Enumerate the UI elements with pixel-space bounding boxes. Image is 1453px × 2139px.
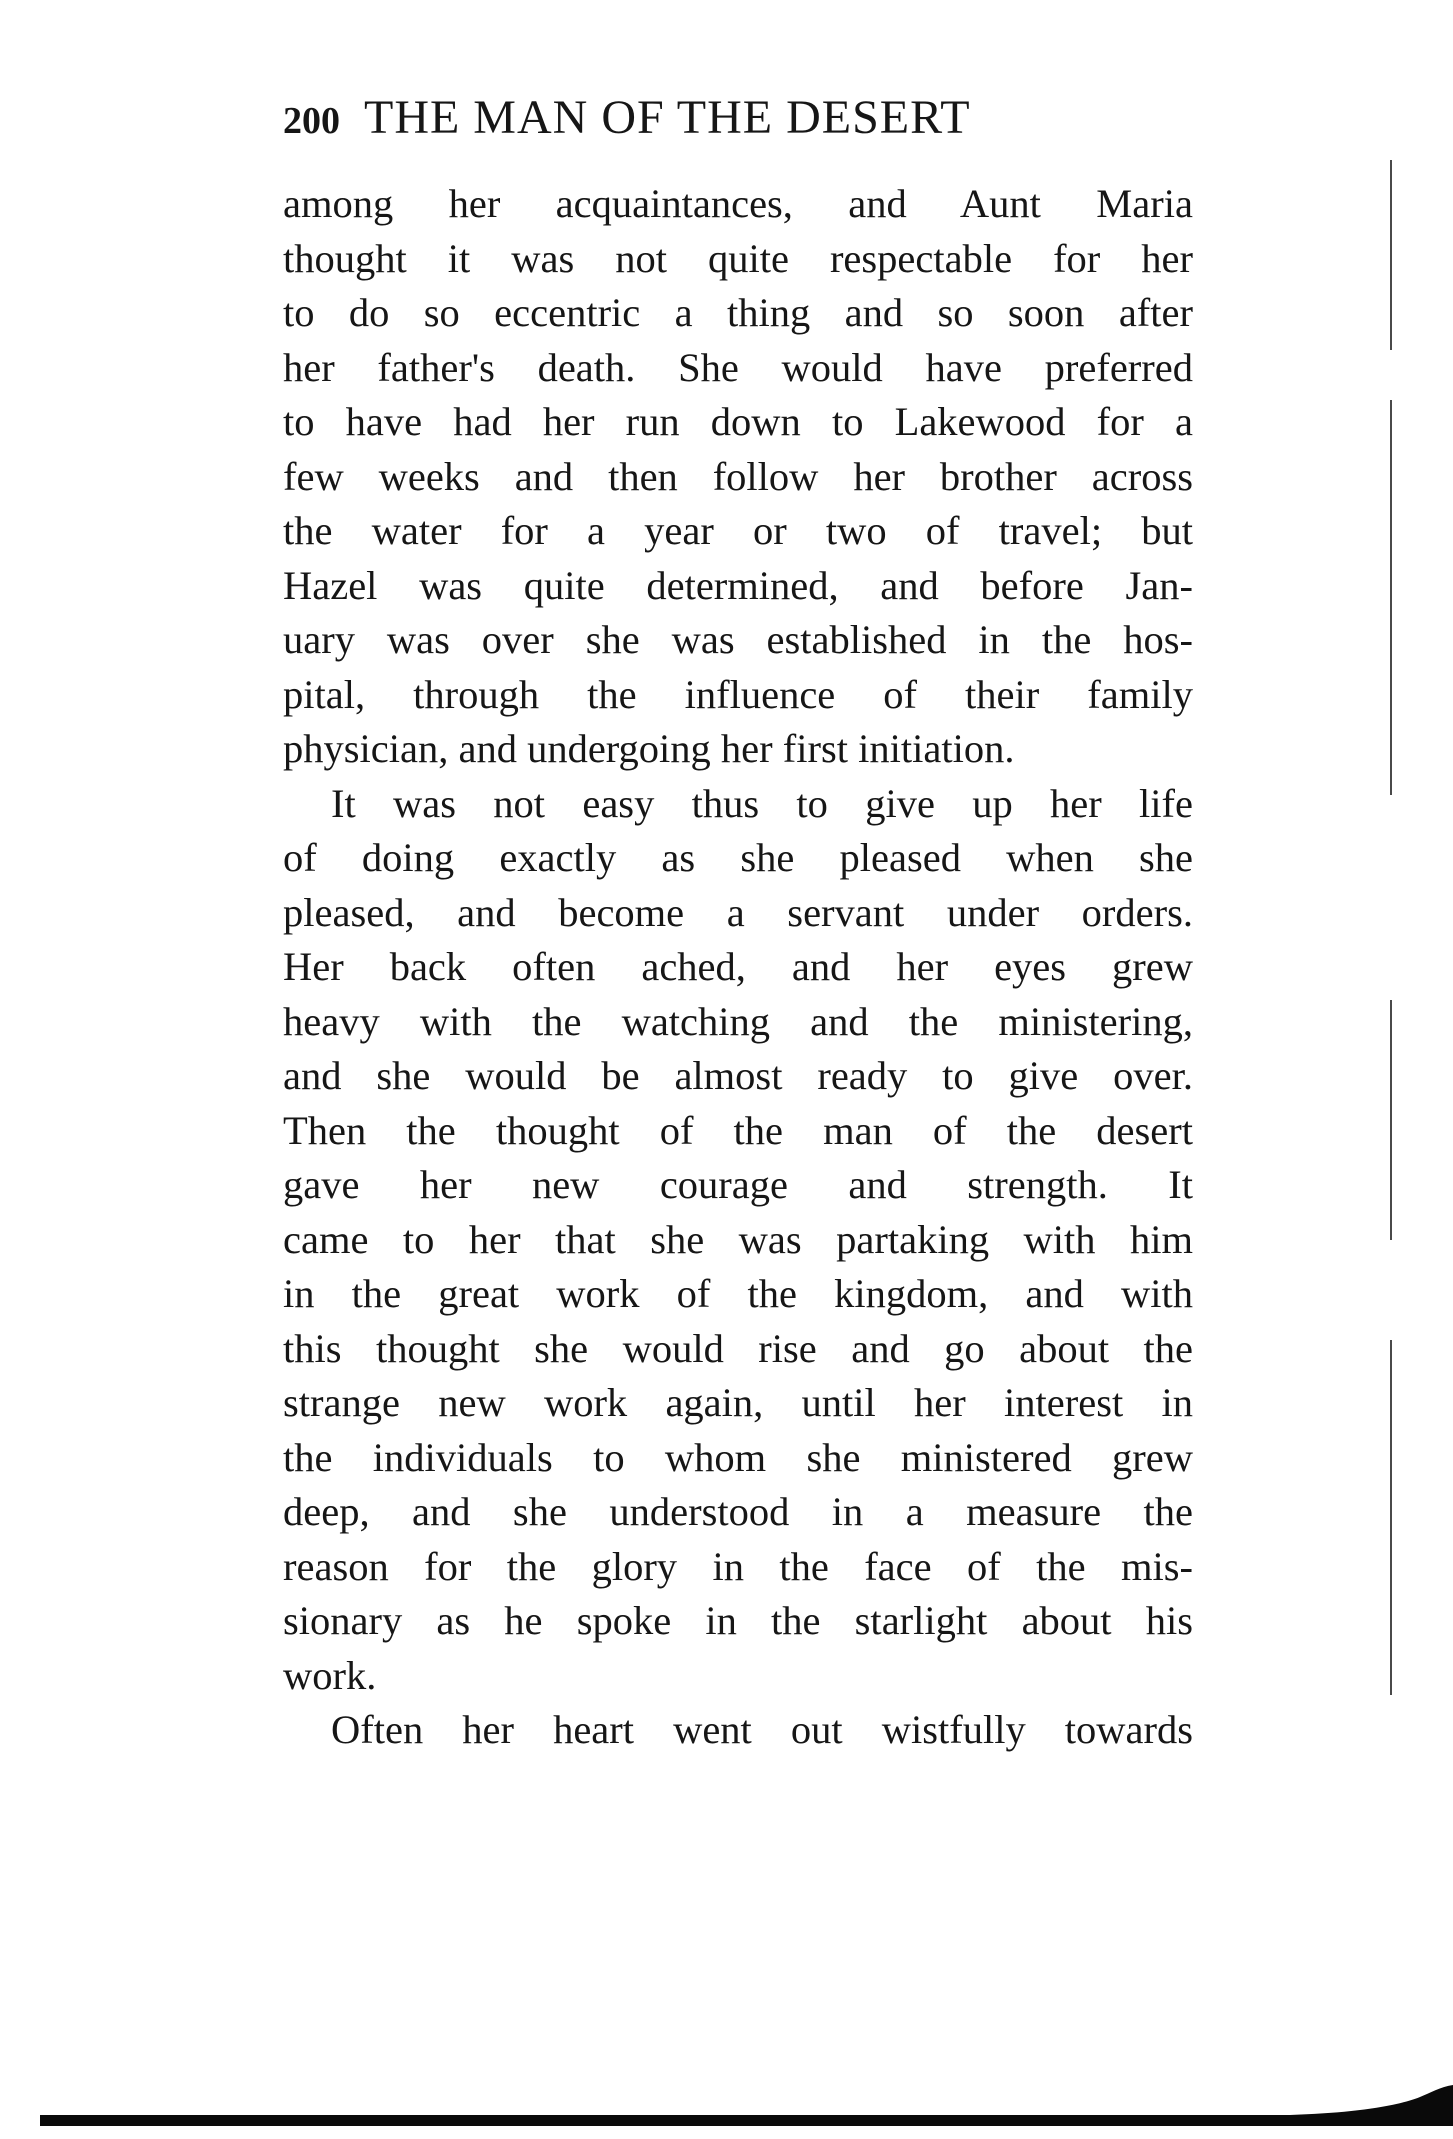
text-line: Then the thought of the man of the desert [283, 1107, 1193, 1153]
text-line: pleased, and become a servant under orders. [283, 889, 1193, 935]
text-line: to do so eccentric a thing and so soon after [283, 290, 1193, 335]
text-line: sionary as he spoke in the starlight about his [283, 1598, 1193, 1643]
text-line: to have had her run down to Lakewood for a [283, 399, 1193, 444]
scan-margin-line [1390, 1340, 1392, 1695]
text-line: the individuals to whom she ministered grew [283, 1434, 1193, 1480]
page-edge-shadow [1290, 2085, 1453, 2117]
text-line: Her back often ached, and her eyes grew [283, 944, 1193, 989]
text-line: thought it was not quite respectable for her [283, 235, 1193, 281]
text-line: heavy with the watching and the ministering, [283, 998, 1193, 1044]
page-bottom-edge [40, 2115, 1453, 2126]
text-line: few weeks and then follow her brother across [283, 453, 1193, 499]
scan-margin-line [1390, 400, 1392, 795]
text-line: and she would be almost ready to give over. [283, 1053, 1193, 1098]
text-line: strange new work again, until her interest in [283, 1380, 1193, 1425]
text-line: It was not easy thus to give up her life [331, 780, 1193, 826]
text-line: work. [283, 1652, 377, 1698]
body-text [283, 177, 1193, 1758]
text-line: pital, through the influence of their family [283, 671, 1193, 717]
text-line: reason for the glory in the face of the mis- [283, 1543, 1193, 1589]
page-number: 200 [283, 100, 340, 142]
scan-margin-line [1390, 1000, 1392, 1240]
text-line: Often her heart went out wistfully towards [331, 1707, 1193, 1752]
text-line: among her acquaintances, and Aunt Maria [283, 181, 1193, 226]
text-line: the water for a year or two of travel; but [283, 508, 1193, 553]
text-line: her father's death. She would have preferred [283, 344, 1193, 390]
text-line: Hazel was quite determined, and before Jan- [283, 562, 1193, 608]
text-line: gave her new courage and strength. It [283, 1162, 1193, 1207]
text-line: in the great work of the kingdom, and with [283, 1271, 1193, 1316]
text-line: of doing exactly as she pleased when she [283, 835, 1193, 880]
scan-margin-line [1390, 160, 1392, 350]
text-line: came to her that she was partaking with him [283, 1216, 1193, 1262]
text-line: uary was over she was established in the hos- [283, 617, 1193, 662]
text-line: deep, and she understood in a measure the [283, 1489, 1193, 1534]
book-title: THE MAN OF THE DESERT [364, 91, 971, 144]
text-line: physician, and undergoing her first initiation. [283, 726, 1015, 771]
text-line: this thought she would rise and go about the [283, 1325, 1193, 1371]
running-head [283, 88, 1203, 148]
